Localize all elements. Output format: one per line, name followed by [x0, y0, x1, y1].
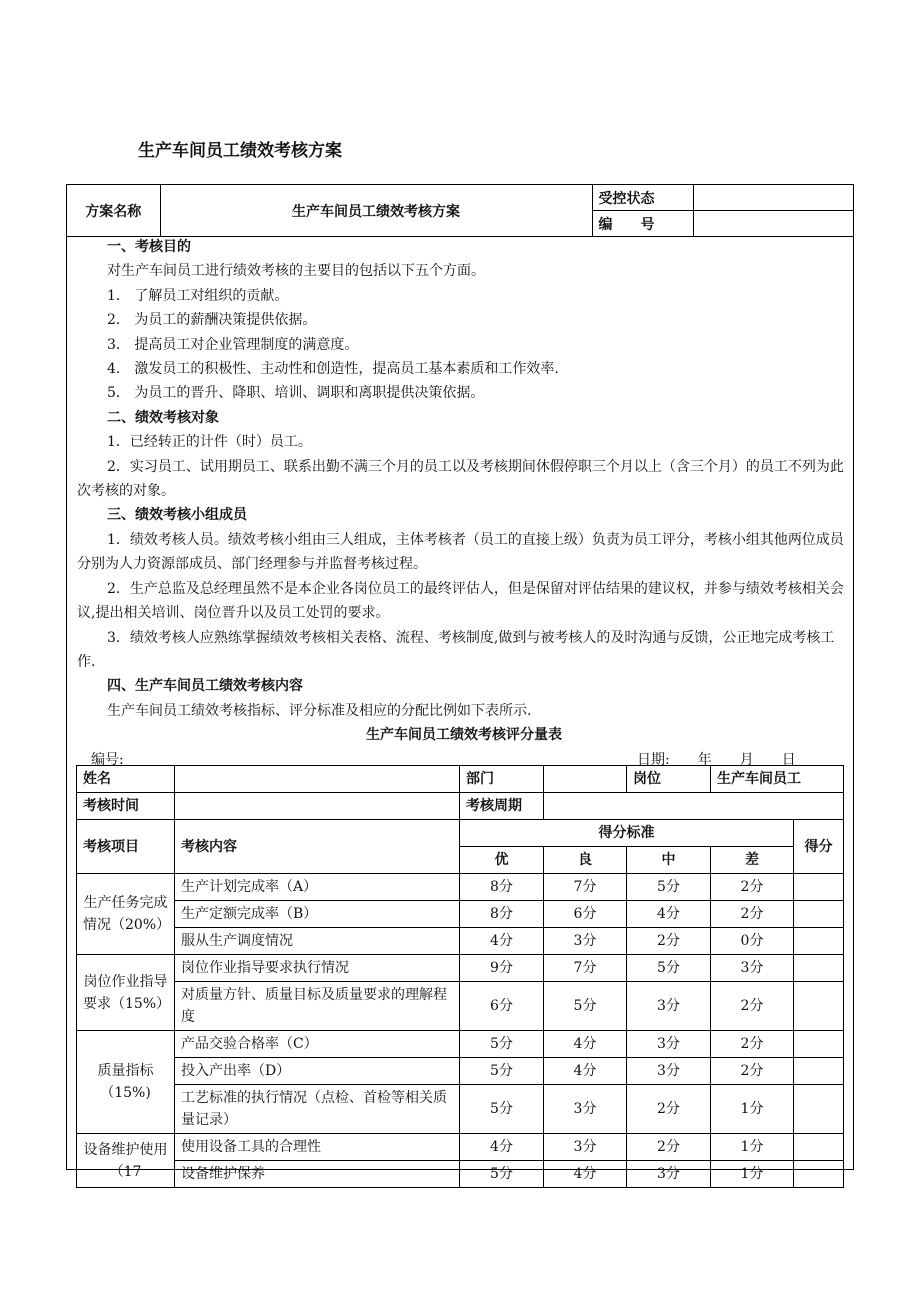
header-table: [67, 185, 853, 237]
list-item: 1．已经转正的计件（时）员工。: [107, 434, 312, 451]
score-standard-cell: 3分: [627, 1058, 711, 1085]
score-value-cell: [794, 874, 844, 901]
score-standard-cell: 5分: [460, 1031, 544, 1058]
score-standard-cell: 2分: [627, 928, 711, 955]
scheme-name-label: 方案名称: [67, 185, 160, 237]
score-header: 得分: [794, 820, 844, 874]
score-standard-cell: 2分: [711, 874, 794, 901]
section-title: 二、绩效考核对象: [107, 409, 219, 426]
paragraph: 生产车间员工绩效考核指标、评分标准及相应的分配比例如下表所示.: [107, 702, 532, 719]
score-standard-cell: 8分: [460, 874, 544, 901]
score-standard-cell: 4分: [627, 901, 711, 928]
number-value: [693, 211, 853, 237]
level-header: 优: [460, 847, 544, 874]
score-standard-cell: 3分: [627, 1161, 711, 1188]
table-row: [77, 874, 844, 901]
score-date-label: 日期: 年 月 日: [637, 751, 796, 768]
period-value: [544, 793, 844, 820]
post-value: 生产车间员工: [711, 766, 844, 793]
score-standard-cell: 8分: [460, 901, 544, 928]
score-standard-cell: 3分: [711, 955, 794, 982]
table-row: [77, 955, 844, 982]
time-value: [175, 793, 460, 820]
score-number-label: 编号:: [91, 751, 124, 768]
score-table: [76, 765, 844, 1188]
assessment-item-cell: 质量指标（15%): [77, 1031, 175, 1134]
table-row: [77, 1031, 844, 1058]
dept-value: [544, 766, 627, 793]
assessment-item-cell: 设备维护使用（17: [77, 1134, 175, 1188]
list-item: 2． 为员工的薪酬决策提供依据。: [107, 312, 317, 329]
score-standard-cell: 4分: [460, 928, 544, 955]
score-standard-cell: 7分: [544, 955, 627, 982]
section-title: 三、绩效考核小组成员: [107, 507, 247, 524]
score-standard-cell: 5分: [460, 1058, 544, 1085]
score-standard-cell: 6分: [544, 901, 627, 928]
score-value-cell: [794, 1085, 844, 1134]
table-row: [77, 1085, 844, 1134]
assessment-content-cell: 对质量方针、质量目标及质量要求的理解程度: [175, 982, 460, 1031]
score-standard-cell: 3分: [544, 1134, 627, 1161]
score-standard-cell: 1分: [711, 1161, 794, 1188]
score-standard-cell: 2分: [711, 1058, 794, 1085]
score-standard-cell: 5分: [627, 955, 711, 982]
list-item: 1．绩效考核人员。绩效考核小组由三人组成，主体考核者（员工的直接上级）负责为员工评分，考核小组其他两位成员分别为人力资源部成员、部门经理参与并监督考核过程。: [77, 531, 844, 573]
score-value-cell: [794, 1031, 844, 1058]
score-standard-cell: 3分: [627, 982, 711, 1031]
score-standard-cell: 9分: [460, 955, 544, 982]
table-row: [77, 901, 844, 928]
score-standard-cell: 1分: [711, 1134, 794, 1161]
post-label: 岗位: [627, 766, 711, 793]
assessment-content-cell: 投入产出率（D）: [175, 1058, 460, 1085]
item-header: 考核项目: [77, 820, 175, 874]
score-value-cell: [794, 928, 844, 955]
scheme-name-value: 生产车间员工绩效考核方案: [160, 185, 592, 237]
assessment-item-cell: 岗位作业指导要求（15%）: [77, 955, 175, 1031]
time-label: 考核时间: [77, 793, 175, 820]
document-title: 生产车间员工绩效考核方案: [138, 141, 342, 161]
period-label: 考核周期: [460, 793, 544, 820]
list-item: 2．生产总监及总经理虽然不是本企业各岗位员工的最终评估人，但是保留对评估结果的建议权，并参与绩效考核相关会议,提出相关培训、岗位晋升以及员工处罚的要求。: [77, 580, 844, 622]
assessment-content-cell: 服从生产调度情况: [175, 928, 460, 955]
score-value-cell: [794, 955, 844, 982]
score-standard-cell: 5分: [460, 1085, 544, 1134]
score-standard-cell: 6分: [460, 982, 544, 1031]
control-status-label: 受控状态: [592, 185, 693, 211]
paragraph: 对生产车间员工进行绩效考核的主要目的包括以下五个方面。: [107, 263, 485, 280]
score-standard-cell: 4分: [544, 1058, 627, 1085]
assessment-content-cell: 设备维护保养: [175, 1161, 460, 1188]
table-row: [77, 982, 844, 1031]
level-header: 差: [711, 847, 794, 874]
list-item: 4． 激发员工的积极性、主动性和创造性，提高员工基本素质和工作效率.: [107, 361, 559, 378]
list-item: 3．绩效考核人应熟练掌握绩效考核相关表格、流程、考核制度,做到与被考核人的及时沟通与反馈，公正地完成考核工作.: [77, 629, 835, 670]
table-row: [77, 928, 844, 955]
score-value-cell: [794, 1058, 844, 1085]
list-item: 5． 为员工的晋升、降职、培训、调职和离职提供决策依据。: [107, 385, 485, 402]
assessment-content-cell: 生产定额完成率（B）: [175, 901, 460, 928]
list-item: 3． 提高员工对企业管理制度的满意度。: [107, 336, 359, 353]
score-standard-cell: 2分: [711, 982, 794, 1031]
score-standard-cell: 7分: [544, 874, 627, 901]
assessment-content-cell: 工艺标准的执行情况（点检、首检等相关质量记录）: [175, 1085, 460, 1134]
score-standard-cell: 3分: [544, 928, 627, 955]
score-standard-cell: 4分: [460, 1134, 544, 1161]
document-frame: [66, 184, 854, 1182]
standard-header: 得分标准: [460, 820, 794, 847]
score-standard-cell: 5分: [544, 982, 627, 1031]
table-row: [77, 1161, 844, 1188]
number-label: 编 号: [592, 211, 693, 237]
document-body: [77, 235, 851, 770]
list-item: 1． 了解员工对组织的贡献。: [107, 287, 289, 304]
level-header: 良: [544, 847, 627, 874]
name-value: [175, 766, 460, 793]
score-standard-cell: 2分: [711, 1031, 794, 1058]
score-standard-cell: 3分: [544, 1085, 627, 1134]
level-header: 中: [627, 847, 711, 874]
name-label: 姓名: [77, 766, 175, 793]
score-standard-cell: 5分: [460, 1161, 544, 1188]
assessment-content-cell: 岗位作业指导要求执行情况: [175, 955, 460, 982]
control-status-value: [693, 185, 853, 211]
table-row: [77, 1134, 844, 1161]
score-value-cell: [794, 982, 844, 1031]
score-value-cell: [794, 901, 844, 928]
dept-label: 部门: [460, 766, 544, 793]
score-value-cell: [794, 1134, 844, 1161]
assessment-content-cell: 生产计划完成率（A）: [175, 874, 460, 901]
score-standard-cell: 2分: [711, 901, 794, 928]
score-standard-cell: 5分: [627, 874, 711, 901]
score-standard-cell: 4分: [544, 1031, 627, 1058]
score-table-title: 生产车间员工绩效考核评分量表: [366, 727, 562, 744]
score-value-cell: [794, 1161, 844, 1188]
assessment-content-cell: 使用设备工具的合理性: [175, 1134, 460, 1161]
score-standard-cell: 2分: [627, 1085, 711, 1134]
score-standard-cell: 0分: [711, 928, 794, 955]
assessment-content-cell: 产品交验合格率（C）: [175, 1031, 460, 1058]
score-standard-cell: 2分: [627, 1134, 711, 1161]
content-header: 考核内容: [175, 820, 460, 874]
score-standard-cell: 3分: [627, 1031, 711, 1058]
section-title: 四、生产车间员工绩效考核内容: [107, 678, 303, 695]
score-standard-cell: 4分: [544, 1161, 627, 1188]
section-title: 一、考核目的: [107, 239, 191, 255]
list-item: 2．实习员工、试用期员工、联系出勤不满三个月的员工以及考核期间休假停职三个月以上（含三个月）的员工不列为此次考核的对象。: [77, 458, 844, 500]
assessment-item-cell: 生产任务完成情况（20%）: [77, 874, 175, 955]
table-row: [77, 1058, 844, 1085]
score-standard-cell: 1分: [711, 1085, 794, 1134]
